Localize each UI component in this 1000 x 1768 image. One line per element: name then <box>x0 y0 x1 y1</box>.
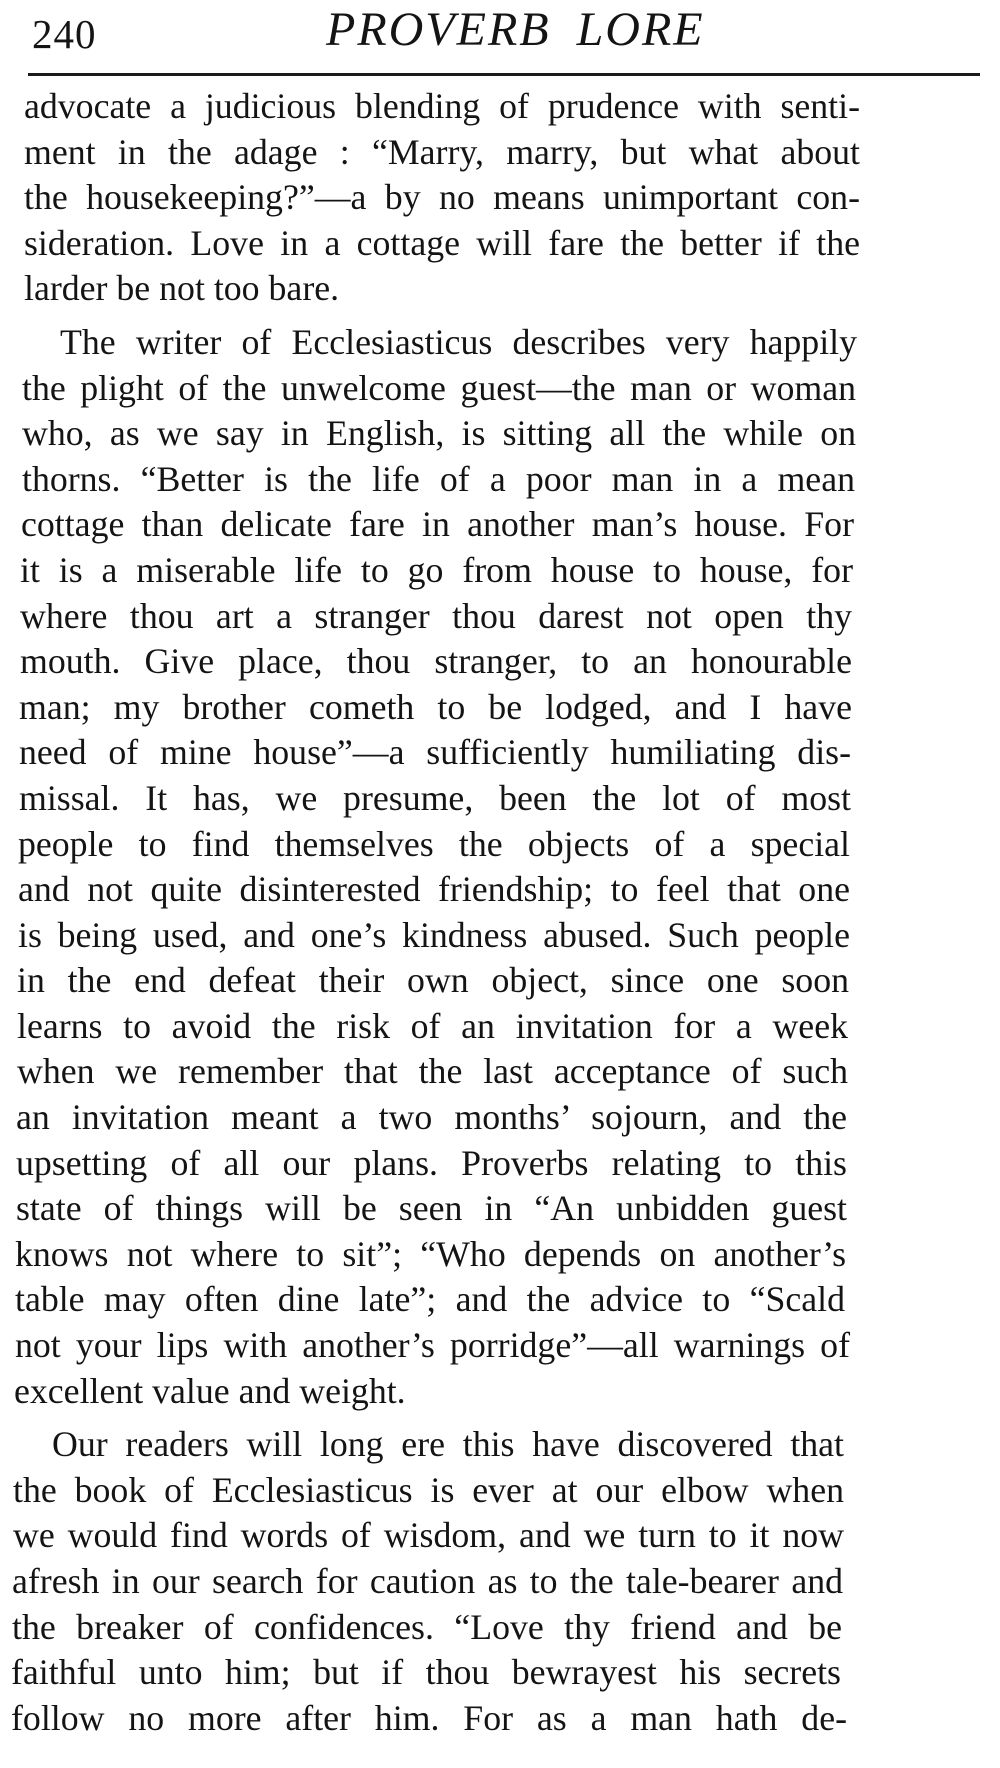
text-line: in the end defeat their own object, since one soon <box>17 960 849 1001</box>
text-line: upsetting of all our plans. Proverbs relating to this <box>16 1142 847 1183</box>
text-line: advocate a judicious blending of prudence with senti- <box>24 86 860 126</box>
text-line: man; my brother cometh to be lodged, and I have <box>19 686 852 727</box>
text-line: cottage than delicate fare in another man’s house. For <box>21 504 854 545</box>
text-line: table may often dine late”; and the advice to “Scald <box>15 1279 845 1320</box>
text-line: ment in the adage : “Marry, marry, but what about <box>24 131 860 172</box>
text-line: faithful unto him; but if thou bewrayest his secrets <box>11 1652 841 1693</box>
text-line: who, as we say in English, is sitting all the while on <box>22 413 856 454</box>
text-line: learns to avoid the risk of an invitation for a week <box>17 1005 848 1046</box>
text-line: need of mine house”—a sufficiently humiliating dis- <box>19 732 851 773</box>
text-line: follow no more after him. For as a man hath de- <box>11 1697 847 1738</box>
text-line: Our readers will long ere this have discovered that <box>52 1424 844 1465</box>
body-text <box>0 84 1000 1741</box>
header-rule <box>28 73 980 76</box>
paragraph <box>0 1422 1000 1741</box>
text-line: is being used, and one’s kindness abused. Such people <box>18 914 850 955</box>
text-line: when we remember that the last acceptance of such <box>17 1051 848 1092</box>
text-line: where thou art a stranger thou darest not open thy <box>20 595 852 636</box>
page-number: 240 <box>32 11 97 57</box>
text-line: The writer of Ecclesiasticus describes very happily <box>60 321 857 362</box>
text-line: the plight of the unwelcome guest—the man or woman <box>22 367 856 408</box>
text-line: state of things will be seen in “An unbidden guest <box>16 1188 847 1229</box>
text-line: it is a miserable life to go from house to house, for <box>20 549 853 590</box>
running-title: PROVERB LORE <box>326 3 705 56</box>
text-line: sideration. Love in a cottage will fare the better if the <box>24 222 860 263</box>
text-line: missal. It has, we presume, been the lot of most <box>19 777 851 818</box>
page-header <box>28 0 980 78</box>
paragraph <box>0 320 1000 1414</box>
text-line: thorns. “Better is the life of a poor man in a mean <box>22 458 855 499</box>
text-line: mouth. Give place, thou stranger, to an honourable <box>20 641 852 682</box>
text-line: we would find words of wisdom, and we turn to it now <box>13 1515 844 1556</box>
text-line: the book of Ecclesiasticus is ever at our elbow when <box>13 1469 844 1510</box>
text-line: the breaker of confidences. “Love thy friend and be <box>12 1606 842 1647</box>
text-line: not your lips with another’s porridge”—all warnings of <box>15 1325 850 1366</box>
text-line: an invitation meant a two months’ sojourn, and the <box>16 1097 847 1138</box>
text-line: larder be not too bare. <box>24 268 340 309</box>
text-line: and not quite disinterested friendship; to feel that one <box>18 869 850 910</box>
paragraph <box>0 84 1000 312</box>
text-line: knows not where to sit”; “Who depends on another’s <box>15 1233 846 1274</box>
text-line: people to find themselves the objects of a special <box>18 823 850 864</box>
text-line: the housekeeping?”—a by no means unimportant con- <box>24 177 860 218</box>
text-line: excellent value and weight. <box>14 1370 406 1411</box>
text-line: afresh in our search for caution as to the tale-bearer and <box>12 1561 843 1601</box>
